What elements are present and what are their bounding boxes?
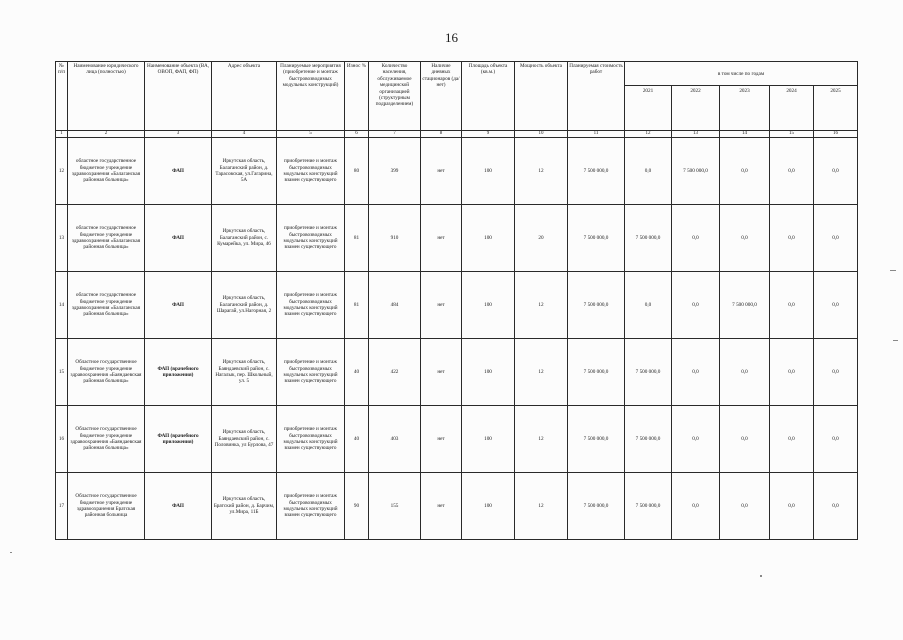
cell-2024: 0,0 xyxy=(770,406,814,473)
scan-mark xyxy=(893,340,898,341)
page-number: 16 xyxy=(445,30,458,45)
column-number: 12 xyxy=(625,131,672,138)
cell-2024: 0,0 xyxy=(770,205,814,272)
column-number: 9 xyxy=(462,131,515,138)
cell-population: 484 xyxy=(369,272,421,339)
cell-2024: 0,0 xyxy=(770,473,814,540)
cell-2021: 0,0 xyxy=(625,272,672,339)
cell-measures: приобретение и монтаж быстровозводимых модульных конструкций взамен существующего xyxy=(277,406,345,473)
cell-wear: 80 xyxy=(345,138,369,205)
table-row xyxy=(56,272,858,339)
table-row xyxy=(56,205,858,272)
header-org: Наименование юридического лица (полностью) xyxy=(68,62,145,131)
column-number: 5 xyxy=(277,131,345,138)
cell-population: 399 xyxy=(369,138,421,205)
table-row xyxy=(56,138,858,205)
cell-2022: 0,0 xyxy=(672,406,720,473)
column-number: 16 xyxy=(814,131,858,138)
cell-capacity: 12 xyxy=(515,272,568,339)
cell-population: 422 xyxy=(369,339,421,406)
header-year-2022: 2022 xyxy=(672,86,720,131)
cell-capacity: 12 xyxy=(515,406,568,473)
cell-no: 14 xyxy=(56,272,68,339)
cell-wear: 81 xyxy=(345,272,369,339)
cell-capacity: 12 xyxy=(515,473,568,540)
column-number: 3 xyxy=(145,131,212,138)
column-number-row xyxy=(56,131,858,138)
column-number: 7 xyxy=(369,131,421,138)
table-row xyxy=(56,406,858,473)
header-object: Наименование объекта (ВА, ОВОП, ФАП, ФП) xyxy=(145,62,212,131)
cell-2021: 0,0 xyxy=(625,138,672,205)
cell-no: 15 xyxy=(56,339,68,406)
header-no: № п/п xyxy=(56,62,68,131)
cell-daytime: нет xyxy=(421,272,462,339)
cell-area: 100 xyxy=(462,205,515,272)
cell-2025: 0,0 xyxy=(814,138,858,205)
cell-population: 403 xyxy=(369,406,421,473)
column-number: 2 xyxy=(68,131,145,138)
header-year-2023: 2023 xyxy=(720,86,770,131)
column-number: 13 xyxy=(672,131,720,138)
cell-object: ФАП (врачебного приложения) xyxy=(145,406,212,473)
cell-measures: приобретение и монтаж быстровозводимых модульных конструкций взамен существующего xyxy=(277,272,345,339)
cell-measures: приобретение и монтаж быстровозводимых модульных конструкций взамен существующего xyxy=(277,473,345,540)
scan-mark xyxy=(890,270,896,271)
cell-area: 100 xyxy=(462,272,515,339)
cell-2022: 7 500 000,0 xyxy=(672,138,720,205)
cell-daytime: нет xyxy=(421,406,462,473)
cell-population: 910 xyxy=(369,205,421,272)
cell-org: Областное государственное бюджетное учреждение здравоохранения «Баяндаевская районная больница» xyxy=(68,339,145,406)
cell-address: Иркутская область, Балаганский район, д. Шарагай, ул.Нагорная, 2 xyxy=(212,272,277,339)
cell-wear: 40 xyxy=(345,339,369,406)
cell-org: Областное государственное бюджетное учреждение здравоохранения «Баяндаевская районная больница» xyxy=(68,406,145,473)
header-year-2021: 2021 xyxy=(625,86,672,131)
cell-cost: 7 500 000,0 xyxy=(568,205,625,272)
column-number: 11 xyxy=(568,131,625,138)
cell-2023: 0,0 xyxy=(720,138,770,205)
cell-daytime: нет xyxy=(421,205,462,272)
cell-wear: 90 xyxy=(345,473,369,540)
table-row xyxy=(56,339,858,406)
cell-wear: 40 xyxy=(345,406,369,473)
header-capacity: Мощность объекта xyxy=(515,62,568,131)
cell-no: 12 xyxy=(56,138,68,205)
cell-2025: 0,0 xyxy=(814,272,858,339)
cell-object: ФАП xyxy=(145,272,212,339)
cell-address: Иркутская область, Балаганский район, с. Кумарейка, ул. Мира, 46 xyxy=(212,205,277,272)
cell-2021: 7 500 000,0 xyxy=(625,406,672,473)
cell-2024: 0,0 xyxy=(770,339,814,406)
cell-population: 155 xyxy=(369,473,421,540)
cell-2025: 0,0 xyxy=(814,406,858,473)
header-area: Площадь объекта (кв.м.) xyxy=(462,62,515,131)
cell-no: 17 xyxy=(56,473,68,540)
cell-2023: 0,0 xyxy=(720,473,770,540)
cell-daytime: нет xyxy=(421,339,462,406)
cell-2025: 0,0 xyxy=(814,205,858,272)
cell-2025: 0,0 xyxy=(814,339,858,406)
scan-mark xyxy=(10,552,12,553)
cell-org: Областное государственное бюджетное учреждение здравоохранения Братская районная больница xyxy=(68,473,145,540)
header-measures: Планируемые мероприятия (приобретение и монтаж быстровозводимых модульных конструкций) xyxy=(277,62,345,131)
cell-2022: 0,0 xyxy=(672,272,720,339)
cell-object: ФАП xyxy=(145,473,212,540)
cell-2022: 0,0 xyxy=(672,339,720,406)
cell-daytime: нет xyxy=(421,473,462,540)
cell-org: областное государственное бюджетное учреждение здравоохранения «Балаганская районная больница» xyxy=(68,205,145,272)
table-row xyxy=(56,473,858,540)
cell-org: областное государственное бюджетное учреждение здравоохранения «Балаганская районная больница» xyxy=(68,272,145,339)
cell-object: ФАП xyxy=(145,138,212,205)
cell-address: Иркутская область, Баяндаевский район, с. Нагалык, пер. Школьный, ул. 5 xyxy=(212,339,277,406)
cell-area: 100 xyxy=(462,473,515,540)
column-number: 4 xyxy=(212,131,277,138)
cell-2025: 0,0 xyxy=(814,473,858,540)
cell-daytime: нет xyxy=(421,138,462,205)
facilities-table xyxy=(55,61,858,540)
cell-cost: 7 500 000,0 xyxy=(568,473,625,540)
cell-no: 13 xyxy=(56,205,68,272)
cell-area: 100 xyxy=(462,339,515,406)
cell-object: ФАП xyxy=(145,205,212,272)
cell-2023: 0,0 xyxy=(720,406,770,473)
cell-2023: 7 500 000,0 xyxy=(720,272,770,339)
cell-area: 100 xyxy=(462,138,515,205)
cell-wear: 81 xyxy=(345,205,369,272)
header-year-2024: 2024 xyxy=(770,86,814,131)
cell-2021: 7 500 000,0 xyxy=(625,473,672,540)
cell-org: областное государственное бюджетное учреждение здравоохранения «Балаганская районная больница» xyxy=(68,138,145,205)
cell-address: Иркутская область, Братский район, д. Барчим, ул.Мира, 11Б xyxy=(212,473,277,540)
column-number: 8 xyxy=(421,131,462,138)
cell-cost: 7 500 000,0 xyxy=(568,138,625,205)
cell-cost: 7 500 000,0 xyxy=(568,272,625,339)
scan-mark xyxy=(760,575,762,577)
cell-2021: 7 500 000,0 xyxy=(625,205,672,272)
cell-area: 100 xyxy=(462,406,515,473)
cell-2022: 0,0 xyxy=(672,205,720,272)
header-address: Адрес объекта xyxy=(212,62,277,131)
header-years: в том числе по годам xyxy=(625,62,858,86)
column-number: 14 xyxy=(720,131,770,138)
cell-measures: приобретение и монтаж быстровозводимых модульных конструкций взамен существующего xyxy=(277,339,345,406)
cell-2023: 0,0 xyxy=(720,339,770,406)
cell-cost: 7 500 000,0 xyxy=(568,339,625,406)
header-year-2025: 2025 xyxy=(814,86,858,131)
header-wear: Износ % xyxy=(345,62,369,131)
cell-measures: приобретение и монтаж быстровозводимых модульных конструкций взамен существующего xyxy=(277,138,345,205)
cell-cost: 7 500 000,0 xyxy=(568,406,625,473)
column-number: 10 xyxy=(515,131,568,138)
header-daytime: Наличие дневных стационаров (да/нет) xyxy=(421,62,462,131)
column-number: 1 xyxy=(56,131,68,138)
cell-address: Иркутская область, Балаганский район, д. Тарасовская, ул.Гагарина, 5А xyxy=(212,138,277,205)
cell-2024: 0,0 xyxy=(770,272,814,339)
column-number: 6 xyxy=(345,131,369,138)
cell-2022: 0,0 xyxy=(672,473,720,540)
cell-address: Иркутская область, Баяндаевский район, с. Половинка, ул Бурлова, 47 xyxy=(212,406,277,473)
cell-measures: приобретение и монтаж быстровозводимых модульных конструкций взамен существующего xyxy=(277,205,345,272)
cell-2024: 0,0 xyxy=(770,138,814,205)
cell-capacity: 12 xyxy=(515,339,568,406)
cell-2021: 7 500 000,0 xyxy=(625,339,672,406)
cell-capacity: 12 xyxy=(515,138,568,205)
cell-no: 16 xyxy=(56,406,68,473)
cell-2023: 0,0 xyxy=(720,205,770,272)
column-number: 15 xyxy=(770,131,814,138)
header-cost: Планируемая стоимость работ xyxy=(568,62,625,131)
cell-object: ФАП (врачебного приложения) xyxy=(145,339,212,406)
header-population: Количество населения, обслуживаемое медицинской организацией (структурным подразделением) xyxy=(369,62,421,131)
cell-capacity: 20 xyxy=(515,205,568,272)
